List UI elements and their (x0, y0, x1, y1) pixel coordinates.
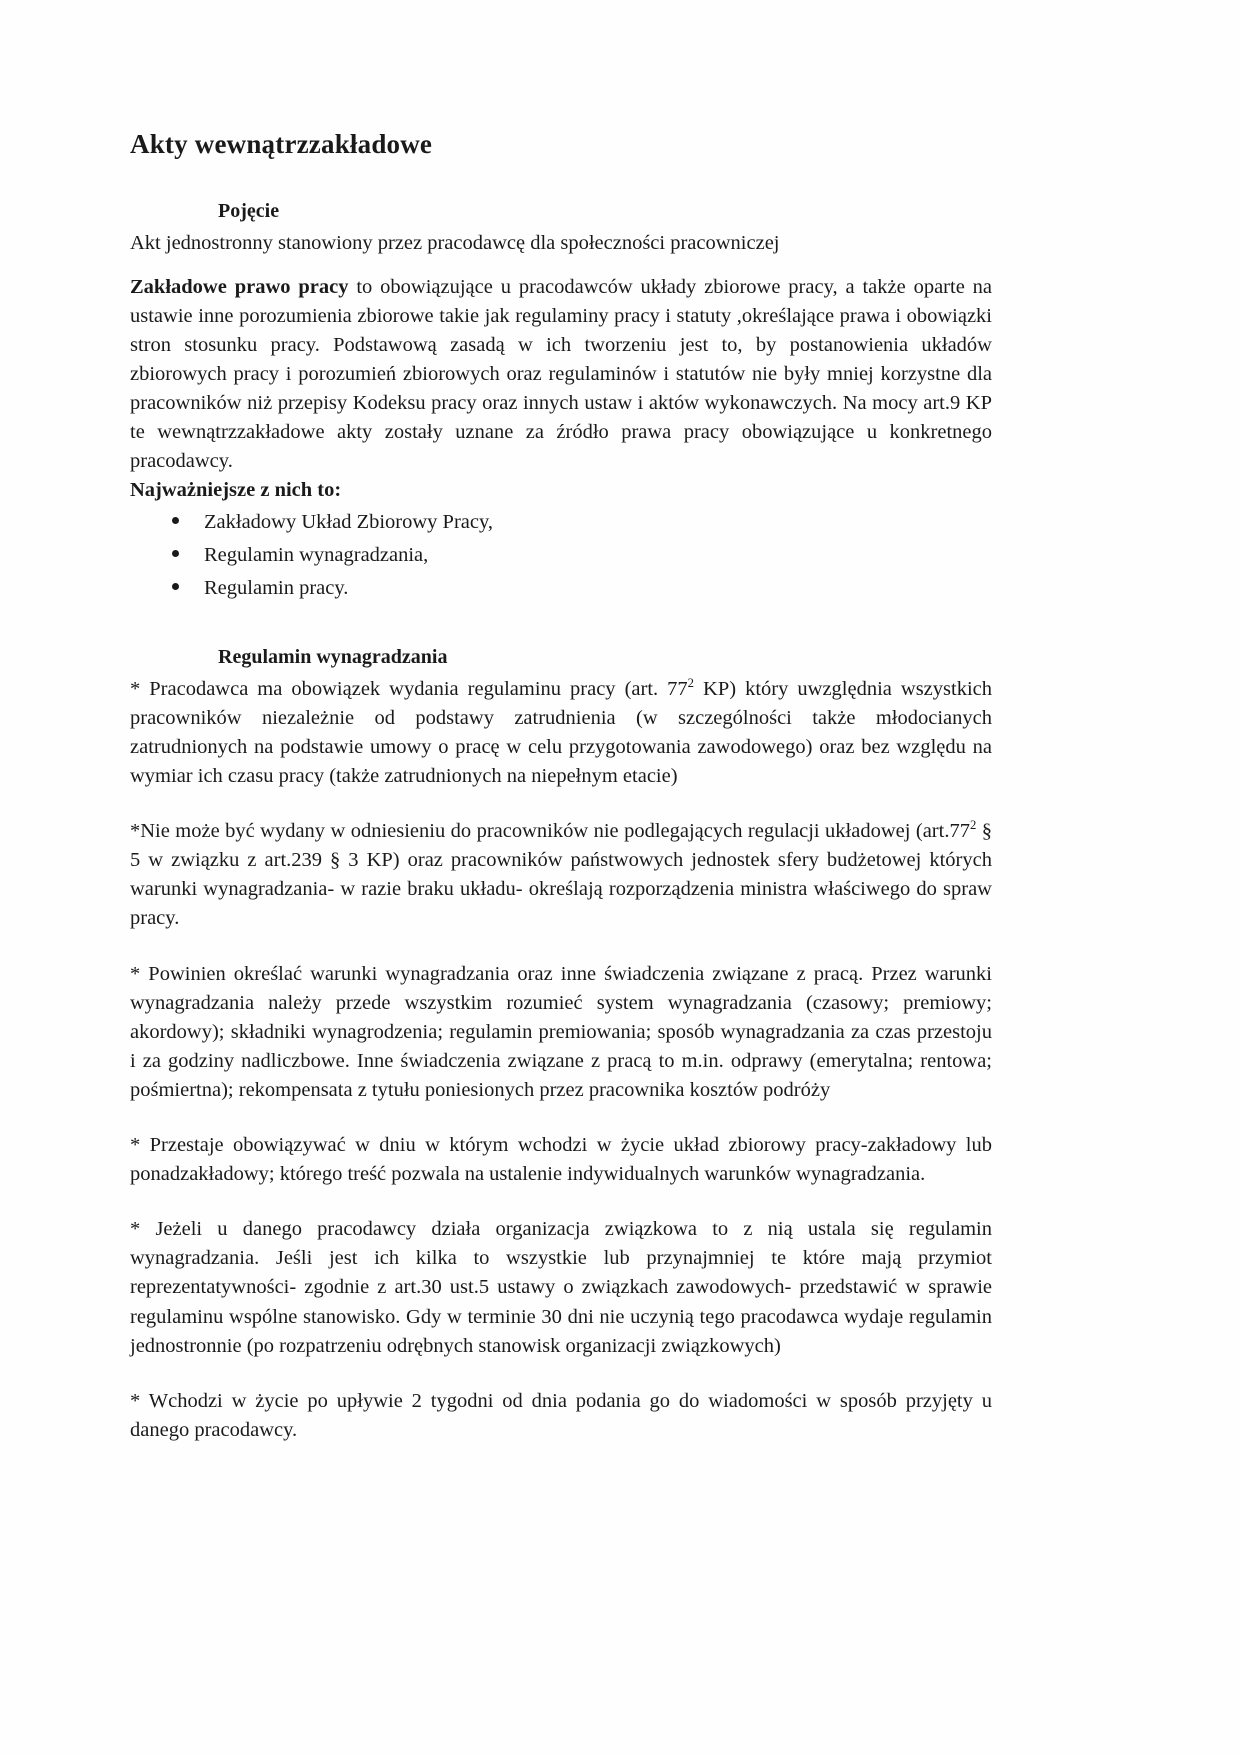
list-item-label: Zakładowy Układ Zbiorowy Pracy, (204, 511, 494, 534)
definition-term: Zakładowe prawo pracy (130, 275, 349, 298)
list-item (130, 540, 992, 571)
list-item (130, 573, 992, 604)
paragraph-obowiazek-wydania (130, 675, 992, 791)
paragraph-text-part-2: § 5 w związku z art.239 § 3 KP) oraz pracowników państwowych jednostek sfery budżetowej których warunki wynagradzania- w razie braku układu- określają rozporządzenia ministra właściwego do spraw pracy. (130, 820, 992, 930)
star-marker: * (130, 820, 141, 843)
paragraph-text: Powinien określać warunki wynagradzania oraz inne świadczenia związane z pracą. Przez warunki wynagradzania należy przede wszystkim rozumieć system wynagradzania (czasowy; premiowy; akordowy); składniki wynagrodzenia; regulamin premiowania; sposób wynagradzania za czas przestoju i za godziny nadliczbowe. Inne świadczenia związane z pracą to m.in. odprawy (emerytalna; rentowa; pośmiertna); rekompensata z tytułu poniesionych przez pracownika kosztów podróży (130, 962, 992, 1101)
star-marker: * (130, 962, 141, 985)
bullet-dot-icon (172, 517, 179, 524)
paragraph-nie-moze-byc-wydany (130, 817, 992, 933)
superscript-article-number: 2 (969, 818, 977, 833)
list-item-label: Regulamin wynagradzania, (204, 544, 429, 567)
paragraph-zakladowe-prawo-pracy (130, 273, 992, 477)
paragraph-text-part-1: Pracodawca ma obowiązek wydania regulaminu pracy (art. 77 (140, 677, 688, 700)
star-marker: * (130, 1389, 141, 1412)
paragraph-text: Przestaje obowiązywać w dniu w którym wchodzi w życie układ zbiorowy pracy-zakładowy lub ponadzakładowy; którego treść pozwala na ustalenie indywidualnych warunków wynagradzania. (130, 1134, 992, 1186)
bullet-dot-icon (172, 583, 179, 590)
section-heading-regulamin-wynagradzania: Regulamin wynagradzania (218, 645, 448, 668)
paragraph-organizacja-zwiazkowa (130, 1215, 992, 1361)
spacer (130, 791, 992, 817)
star-marker: * (130, 1134, 141, 1157)
list-item (130, 507, 992, 538)
spacer (130, 259, 992, 273)
paragraph-wchodzi-w-zycie (130, 1387, 992, 1445)
page-title: Akty wewnątrzzakładowe (130, 129, 433, 159)
paragraph-text-part-1: Nie może być wydany w odniesieniu do pracowników nie podlegających regulacji układowej (art.77 (140, 820, 970, 843)
paragraph-powinien-okreslac (130, 960, 992, 1106)
key-acts-list (130, 507, 992, 603)
superscript-article-number: 2 (687, 675, 695, 690)
paragraph-text-part-2: KP) który uwzględnia wszystkich pracowników niezależnie od podstawy zatrudnienia (w szczególności także młodocianych zatrudnionych na podstawie umowy o pracę w celu przygotowania zawodowego) oraz bez względu na wymiar ich czasu pracy (także zatrudnionych na niepełnym etacie) (130, 677, 992, 787)
paragraph-text: Jeżeli u danego pracodawcy działa organizacja związkowa to z nią ustala się regulamin wynagradzania. Jeśli jest ich kilka to wszystkie lub przynajmniej te które mają przymiot reprezentatywności- zgodnie z art.30 ust.5 ustawy o związkach zawodowych- przedstawić w sprawie regulaminu wspólne stanowisko. Gdy w terminie 30 dni nie uczynią tego pracodawca wydaje regulamin jednostronnie (po rozpatrzeniu odrębnych stanowisk organizacji związkowych) (130, 1218, 992, 1357)
paragraph-przestaje-obowiazywac (130, 1131, 992, 1189)
star-marker: * (130, 677, 141, 700)
spacer (130, 1105, 992, 1131)
paragraph-intro-definition: Akt jednostronny stanowiony przez pracodawcę dla społeczności pracowniczej (130, 232, 780, 255)
spacer (130, 1361, 992, 1387)
document-content (130, 128, 992, 1445)
bullet-dot-icon (172, 550, 179, 557)
list-lead-in: Najważniejsze z nich to: (130, 479, 342, 502)
list-item-label: Regulamin pracy. (204, 576, 349, 599)
definition-body: to obowiązujące u pracodawców układy zbiorowe pracy, a także oparte na ustawie inne porozumienia zbiorowe takie jak regulaminy pracy i statuty ,określające prawa i obowiązki stron stosunku pracy. Podstawową zasadą w ich tworzeniu jest to, by postanowienia układów zbiorowych pracy i porozumień zbiorowych oraz regulaminów i statutów nie były mniej korzystne dla pracowników niż przepisy Kodeksu pracy oraz innych ustaw i aktów wykonawczych. Na mocy art.9 KP te wewnątrzzakładowe akty zostały uznane za źródło prawa pracy obowiązujące u konkretnego pracodawcy. (130, 275, 993, 473)
section-heading-pojecie: Pojęcie (218, 200, 280, 223)
spacer (130, 934, 992, 960)
paragraph-text: Wchodzi w życie po upływie 2 tygodni od dnia podania go do wiadomości w sposób przyjęty u danego pracodawcy. (130, 1389, 992, 1441)
spacer (130, 1189, 992, 1215)
star-marker: * (130, 1218, 141, 1241)
